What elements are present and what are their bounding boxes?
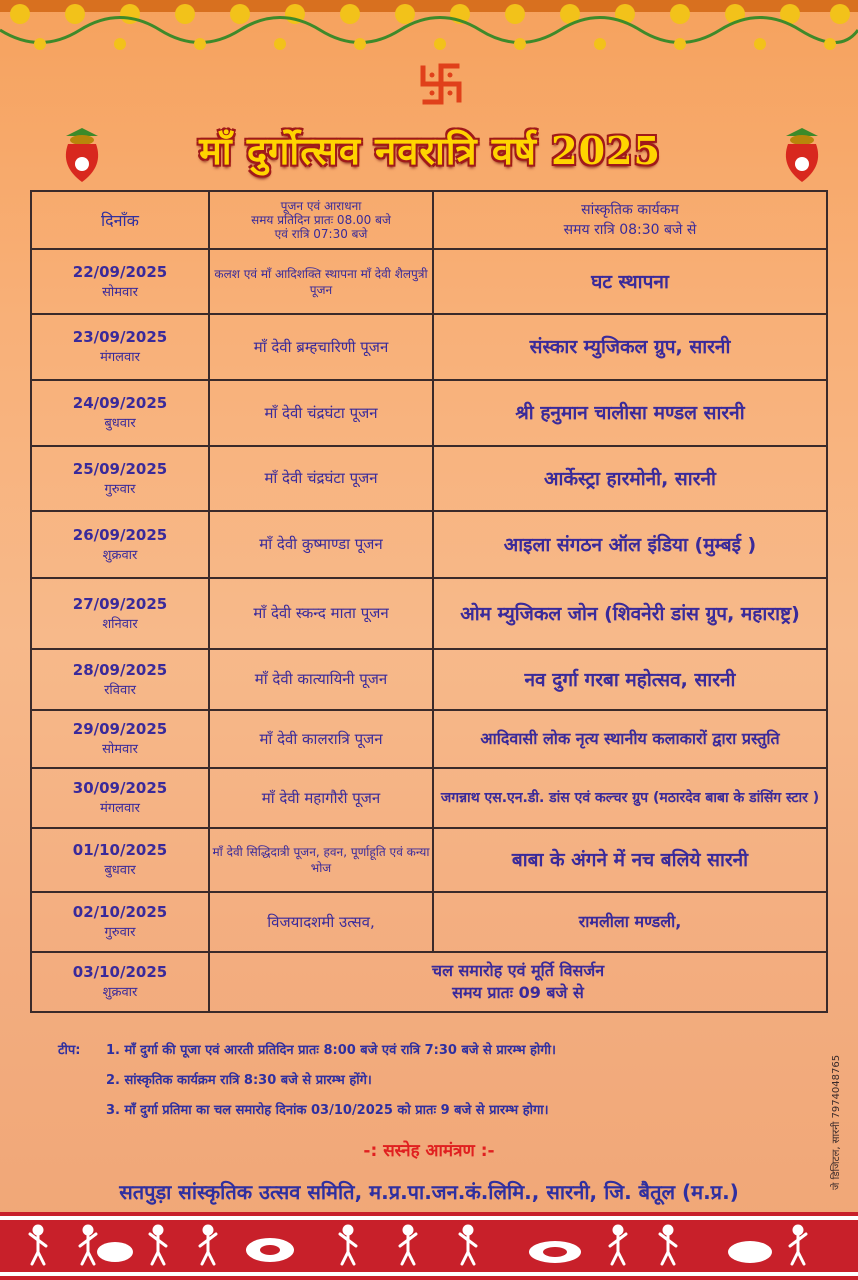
organizer-name: सतपुड़ा सांस्कृतिक उत्सव समिति, म.प्र.पा.जन.कं.लिमि., सारनी, जि. बैतूल (म.प्र.) xyxy=(119,1180,739,1204)
note-item: 1. माँ दुर्गा की पूजा एवं आरती प्रतिदिन प्रातः 8:00 बजे एवं रात्रि 7:30 बजे से प्रारम्भ होगी। xyxy=(106,1043,556,1058)
table-row: 02/10/2025 गुरुवार विजयादशमी उत्सव, रामलीला मण्डली, xyxy=(31,892,827,952)
schedule-table xyxy=(30,190,828,1013)
table-row: 27/09/2025 शनिवार माँ देवी स्कन्द माता पूजन ओम म्युजिकल जोन (शिवनेरी डांस ग्रुप, महाराष्ट्र) xyxy=(31,578,827,649)
table-row: 22/09/2025 सोमवार कलश एवं माँ आदिशक्ति स्थापना माँ देवी शैलपुत्री पूजन घट स्थापना xyxy=(31,249,827,314)
marigold-garland xyxy=(0,0,858,60)
puja-column-header: पूजन एवं आराधना समय प्रतिदिन प्रातः 08.00 बजे एवं रात्रि 07:30 बजे xyxy=(209,191,433,249)
table-row: 30/09/2025 मंगलवार माँ देवी महागौरी पूजन जगन्नाथ एस.एन.डी. डांस एवं कल्चर ग्रुप (मठारदेव बाबा के डांसिंग स्टार ) xyxy=(31,768,827,828)
swastika-icon xyxy=(419,62,463,106)
title-row xyxy=(0,118,858,190)
visarjan-time: समय प्रातः 09 बजे से xyxy=(452,983,584,1002)
table-row: 24/09/2025 बुधवार माँ देवी चंद्रघंटा पूजन श्री हनुमान चालीसा मण्डल सारनी xyxy=(31,380,827,446)
note-item: 2. सांस्कृतिक कार्यक्रम रात्रि 8:30 बजे से प्रारम्भ होंगे। xyxy=(106,1073,372,1088)
printer-credit: जे डिजिटल, सारनी 7974048765 xyxy=(831,1054,842,1190)
table-row: 03/10/2025 शुक्रवार चल समारोह एवं मूर्ति विसर्जन समय प्रातः 09 बजे से xyxy=(31,952,827,1012)
table-row: 23/09/2025 मंगलवार माँ देवी ब्रम्हचारिणी पूजन संस्कार म्युजिकल ग्रुप, सारनी xyxy=(31,314,827,380)
table-row: 28/09/2025 रविवार माँ देवी कात्यायिनी पूजन नव दुर्गा गरबा महोत्सव, सारनी xyxy=(31,649,827,710)
kalash-icon xyxy=(776,126,828,186)
visarjan-event: चल समारोह एवं मूर्ति विसर्जन xyxy=(431,961,605,980)
notes-section xyxy=(58,1038,818,1128)
table-header-row xyxy=(31,191,827,249)
invitation-text: -: सस्नेह आमंत्रण :- xyxy=(363,1141,495,1161)
table-row: 25/09/2025 गुरुवार माँ देवी चंद्रघंटा पूजन आर्केस्ट्रा हारमोनी, सारनी xyxy=(31,446,827,511)
note-item: 3. माँ दुर्गा प्रतिमा का चल समारोह दिनांक 03/10/2025 को प्रातः 9 बजे से प्रारम्भ होगा। xyxy=(106,1103,549,1118)
folk-dance-art xyxy=(0,1212,858,1280)
kalash-icon xyxy=(56,126,108,186)
page-title: माँ दुर्गोत्सव नवरात्रि वर्ष 2025 xyxy=(199,128,661,173)
cultural-column-header: सांस्कृतिक कार्यकम समय रात्रि 08:30 बजे से xyxy=(433,191,827,249)
notes-label: टीप: xyxy=(58,1043,81,1058)
table-row: 26/09/2025 शुक्रवार माँ देवी कुष्माण्डा पूजन आइला संगठन ऑल इंडिया (मुम्बई ) xyxy=(31,511,827,578)
table-row: 29/09/2025 सोमवार माँ देवी कालरात्रि पूजन आदिवासी लोक नृत्य स्थानीय कलाकारों द्वारा प्रस्तुति xyxy=(31,710,827,768)
table-row: 01/10/2025 बुधवार माँ देवी सिद्धिदात्री पूजन, हवन, पूर्णाहूति एवं कन्या भोज बाबा के अंगने में नच बलिये सारनी xyxy=(31,828,827,892)
date-column-header: दिनाँक xyxy=(31,191,209,249)
